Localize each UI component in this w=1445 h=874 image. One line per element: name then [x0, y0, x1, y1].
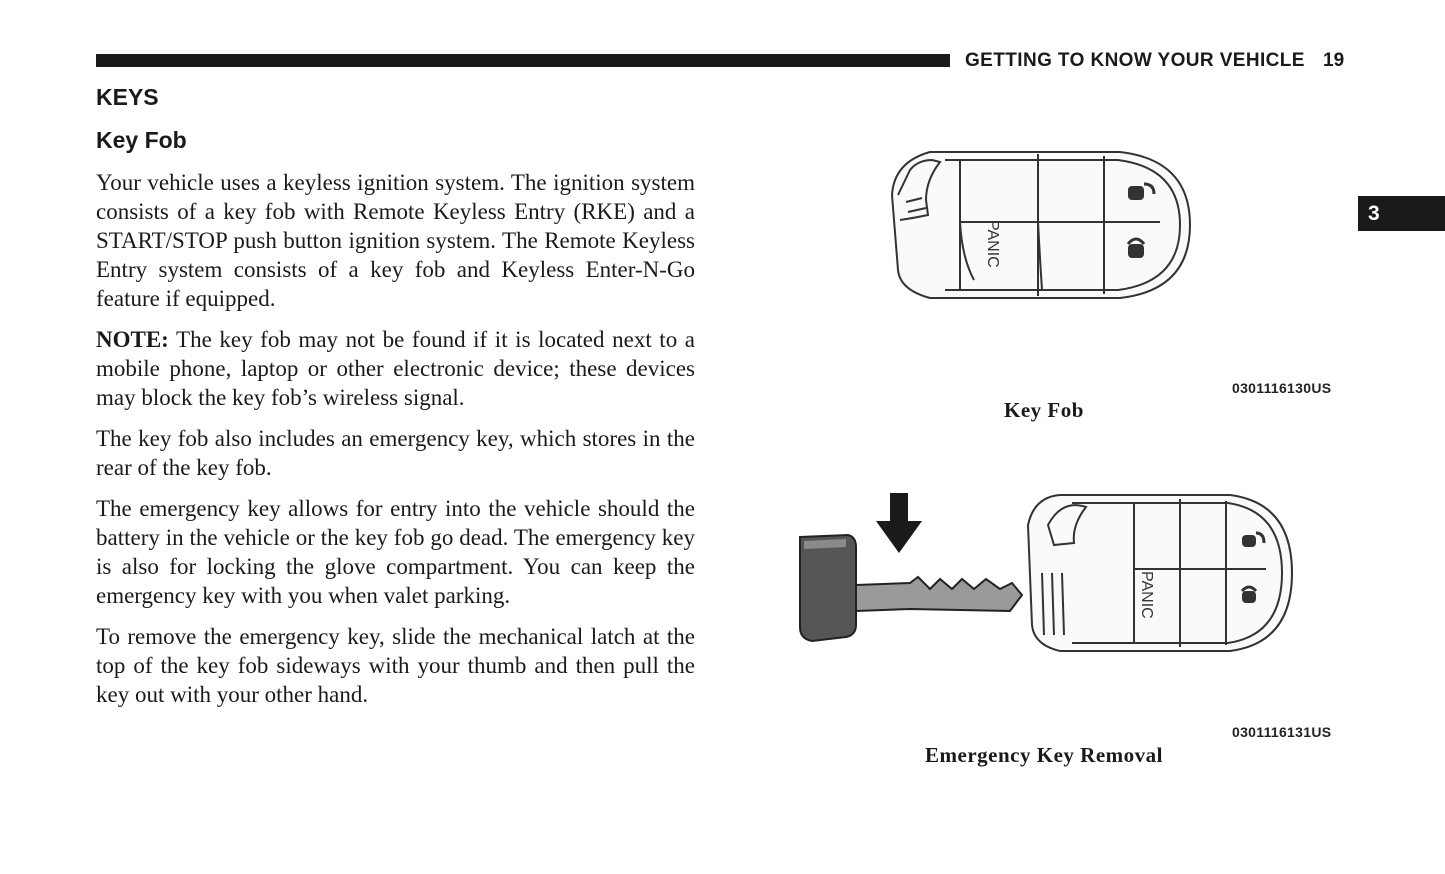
note-paragraph	[96, 325, 695, 412]
figure-2-caption: Emergency Key Removal	[925, 743, 1163, 767]
figure-1-code: 0301116130US	[1232, 380, 1332, 396]
paragraph-emergency-key: The key fob also includes an emergency key, which stores in the rear of the key fob.	[96, 426, 695, 480]
paragraph-emergency-key-uses: The emergency key allows for entry into the vehicle should the battery in the vehicle or the key fob go dead. The emergency key is also for locking the glove compartment. You can keep the emergency key with you when valet parking.	[96, 496, 695, 608]
down-arrow-icon	[876, 493, 922, 553]
panic-button-label: PANIC	[984, 220, 1001, 268]
figure-2-code: 0301116131US	[1232, 724, 1332, 740]
paragraph-remove-key: To remove the emergency key, slide the mechanical latch at the top of the key fob sideways with your thumb and then pull the key out with your other hand.	[96, 624, 695, 707]
key-fob-illustration	[870, 140, 1210, 320]
header-rule	[96, 54, 950, 67]
chapter-tab: 3	[1358, 196, 1445, 231]
section-title: KEYS	[96, 84, 159, 110]
note-text: The key fob may not be found if it is located next to a mobile phone, laptop or other electronic device; these devices may block the key fob’s wireless signal.	[96, 327, 695, 410]
emergency-key-illustration	[790, 485, 1300, 660]
subsection-title: Key Fob	[96, 127, 187, 153]
emergency-key-figure	[790, 485, 1300, 660]
emergency-key-blade	[856, 577, 1022, 611]
running-header-title: GETTING TO KNOW YOUR VEHICLE	[965, 50, 1305, 71]
figure-1-caption: Key Fob	[1004, 398, 1084, 422]
panic-button-label: PANIC	[1138, 571, 1155, 619]
paragraph-intro: Your vehicle uses a keyless ignition system. The ignition system consists of a key fob with Remote Keyless Entry (RKE) and a START/STOP push button ignition system. The Remote Keyless Entry system consists of a key fob and Keyless Enter-N-Go feature if equipped.	[96, 170, 695, 311]
key-fob-figure	[870, 140, 1210, 320]
page-number: 19	[1323, 50, 1345, 71]
body-text	[96, 168, 695, 721]
note-label: NOTE:	[96, 327, 169, 352]
emergency-key-head	[800, 535, 856, 641]
key-fob-body	[1028, 495, 1292, 651]
